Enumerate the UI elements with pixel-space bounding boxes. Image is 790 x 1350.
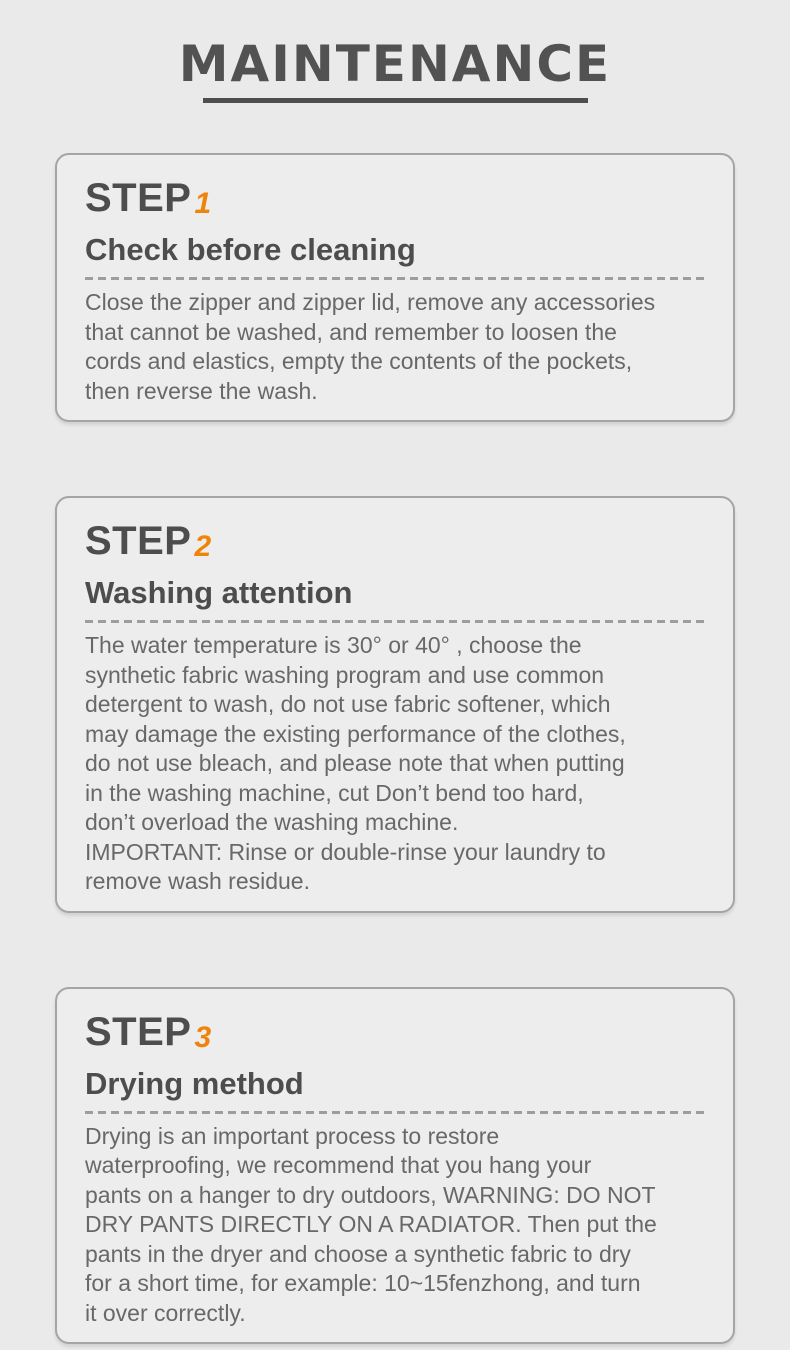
step-label: STEP: [85, 1009, 192, 1054]
page-title: MAINTENANCE: [178, 35, 612, 93]
step-title: Drying method: [85, 1065, 304, 1101]
step-heading: [85, 518, 709, 568]
step-number: 3: [194, 1020, 212, 1054]
step-heading: [85, 1009, 709, 1059]
step-card-3: [55, 987, 735, 1345]
step-title: Check before cleaning: [85, 232, 416, 267]
step-card-2: [55, 496, 735, 913]
step-number: 2: [194, 530, 212, 563]
dashed-divider: [85, 620, 709, 623]
step-title: Washing attention: [85, 575, 353, 610]
step-number: 1: [194, 187, 212, 220]
dashed-divider: [85, 277, 709, 280]
step-card-1: [55, 153, 735, 422]
dashed-divider: [85, 1111, 709, 1114]
step-label: STEP: [85, 176, 192, 220]
step-label: STEP: [85, 519, 192, 563]
title-underline: [203, 98, 588, 103]
steps-container: [55, 153, 735, 1344]
step-body: Close the zipper and zipper lid, remove any accessories that cannot be washed, and remember to loosen the cords and elastics, empty the contents of the pockets, then reverse the wash.: [85, 289, 656, 404]
step-heading: [85, 175, 709, 225]
step-body: The water temperature is 30° or 40° , choose the synthetic fabric washing program and use common detergent to wash, do not use fabric softener, which may damage the existing performance of the clothes, do not use bleach, and please note that when putting in the washing machine, cut Don’t bend too hard, don’t overload the washing machine. IMPORTANT: Rinse or double-rinse your laundry to remove wash residue.: [85, 632, 626, 894]
step-body: Drying is an important process to restore waterproofing, we recommend that you hang your pants on a hanger to dry outdoors, WARNING: DO NOT DRY PANTS DIRECTLY ON A RADIATOR. Then put the pants in the dryer and choose a synthetic fabric to dry for a short time, for example: 10~15fenzhong, and turn it over correctly.: [85, 1122, 657, 1326]
